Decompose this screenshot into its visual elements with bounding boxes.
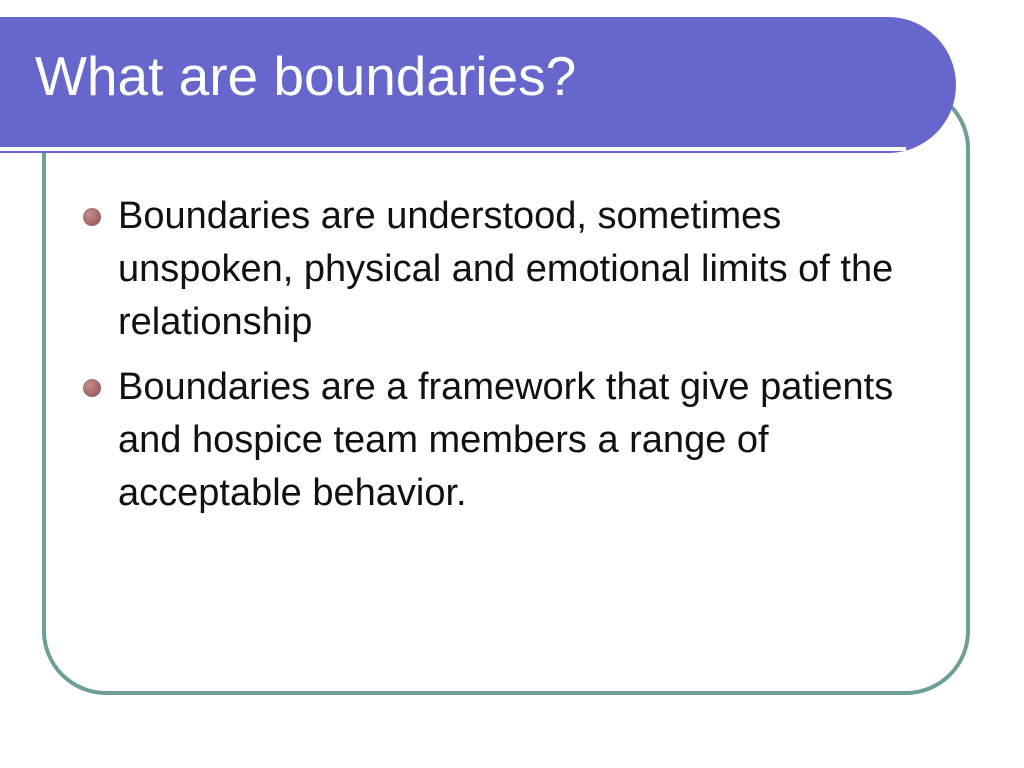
bullet-list [80,190,920,532]
bullet-dot-icon [83,208,101,226]
bullet-text: Boundaries are understood, sometimes unspoken, physical and emotional limits of the relationship [118,195,894,343]
bullet-dot-icon [83,379,101,397]
bullet-text: Boundaries are a framework that give patients and hospice team members a range of acceptable behavior. [118,366,894,514]
title-underline [0,147,906,151]
bullet-item [80,361,920,520]
bullet-item [80,190,920,349]
slide-title: What are boundaries? [35,45,577,107]
